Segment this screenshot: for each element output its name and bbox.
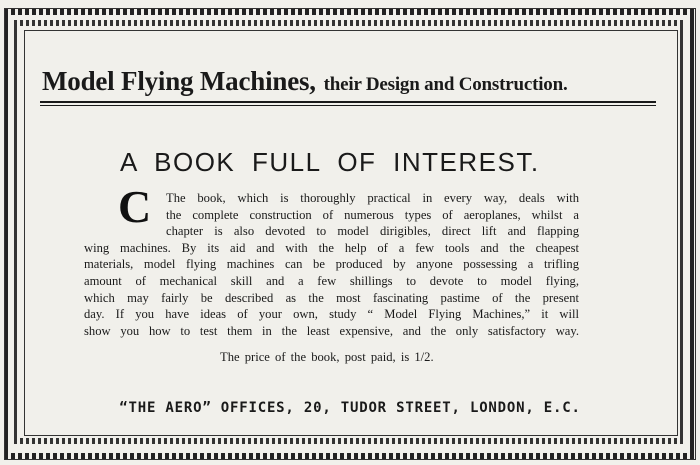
headline-rule-thin: [40, 105, 656, 106]
publisher-address: “THE AERO” OFFICES, 20, TUDOR STREET, LONDON, E.C.: [119, 400, 581, 416]
price-line: The price of the book, post paid, is 1/2.: [220, 350, 434, 364]
body-line: The book, which is thoroughly practical in every way, deals with: [166, 191, 579, 205]
headline-rule-thick: [40, 101, 656, 103]
body-paragraph: [84, 190, 579, 339]
headline-subtitle: their Design and Construction.: [323, 74, 568, 95]
body-line: chapter is also devoted to model dirigibles, direct lift and flapping: [166, 224, 579, 239]
body-line: show you how to test them in the least expensive, and the only satisfactory way.: [84, 323, 579, 338]
headline: [42, 66, 658, 97]
body-line: the complete construction of numerous types of aeroplanes, whilst a: [166, 207, 579, 222]
body-line: wing machines. By its aid and with the help of a few tools and the cheapest: [84, 240, 579, 255]
body-line: which may fairly be described as the most fascinating pastime of the present: [84, 290, 579, 305]
body-line: amount of mechanical skill and a few shillings to devote to model flying,: [84, 273, 579, 288]
body-line: day. If you have ideas of your own, study “ Model Flying Machines,” it will: [84, 307, 579, 322]
body-line: materials, model flying machines can be produced by anyone possessing a trifling: [84, 257, 579, 272]
section-title: A BOOK FULL OF INTEREST.: [120, 147, 540, 177]
dropcap-ornament: C: [118, 181, 152, 232]
headline-title: Model Flying Machines,: [42, 66, 316, 96]
